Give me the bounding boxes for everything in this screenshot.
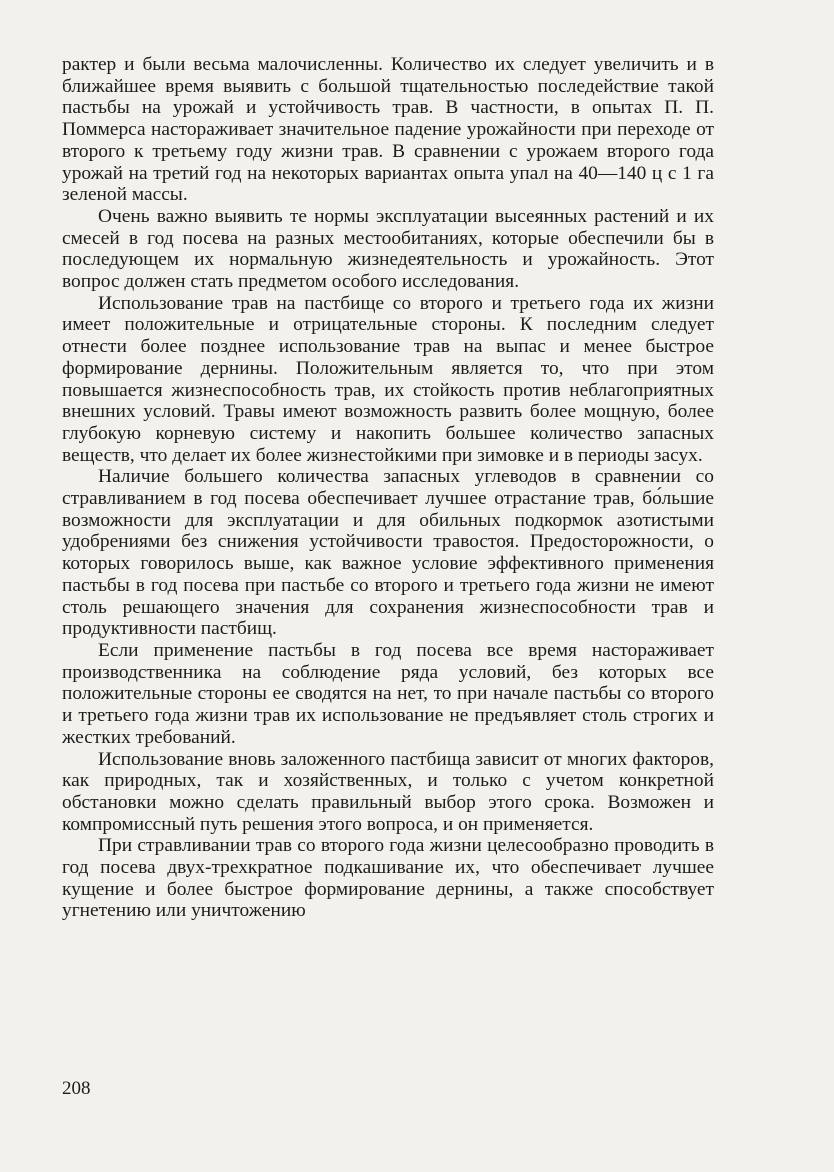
paragraph-5: Если применение пастьбы в год посева все время настораживает производственника на соблюдение ряда условий, без которых все положительные стороны ее сводятся на нет, то при начале пастьбы со второго и третьего года жизни трав их использование не предъявляет столь строгих и жестких требований. [62, 639, 714, 748]
paragraph-1: рактер и были весьма малочисленны. Количество их следует увеличить и в ближайшее время выявить с большой тщательностью последействие такой пастьбы на урожай и устойчивость трав. В частности, в опытах П. П. Поммерса настораживает значительное падение урожайности при переходе от второго к третьему году жизни трав. В сравнении с урожаем второго года урожай на третий год на некоторых вариантах опыта упал на 40—140 ц с 1 га зеленой массы. [62, 54, 714, 206]
paragraph-4: Наличие большего количества запасных углеводов в сравнении со стравливанием в год посева обеспечивает лучшее отрастание трав, бо́льшие возможности для эксплуатации и для обильных подкормок азотистыми удобрениями без снижения устойчивости травостоя. Предосторожности, о которых говорилось выше, как важное условие эффективного применения пастьбы в год посева при пастьбе со второго и третьего года жизни не имеют столь решающего значения для сохранения жизнеспособности трав и продуктивности пастбищ. [62, 466, 714, 640]
page-text [62, 54, 714, 922]
paragraph-7: При стравливании трав со второго года жизни целесообразно проводить в год посева двух-трехкратное подкашивание их, что обеспечивает лучшее кущение и более быстрое формирование дернины, а также способствует угнетению или уничтожению [62, 835, 714, 922]
paragraph-3: Использование трав на пастбище со второго и третьего года их жизни имеет положительные и отрицательные стороны. К последним следует отнести более позднее использование трав на выпас и менее быстрое формирование дернины. Положительным является то, что при этом повышается жизнеспособность трав, их стойкость против неблагоприятных внешних условий. Травы имеют возможность развить более мощную, более глубокую корневую систему и накопить большее количество запасных веществ, что делает их более жизнестойкими при зимовке и в периоды засух. [62, 292, 714, 466]
page-number: 208 [62, 1078, 91, 1099]
paragraph-6: Использование вновь заложенного пастбища зависит от многих факторов, как природных, так и хозяйственных, и только с учетом конкретной обстановки можно сделать правильный выбор этого срока. Возможен и компромиссный путь решения этого вопроса, и он применяется. [62, 748, 714, 835]
paragraph-2: Очень важно выявить те нормы эксплуатации высеянных растений и их смесей в год посева на разных местообитаниях, которые обеспечили бы в последующем их нормальную жизнедеятельность и урожайность. Этот вопрос должен стать предметом особого исследования. [62, 205, 714, 293]
